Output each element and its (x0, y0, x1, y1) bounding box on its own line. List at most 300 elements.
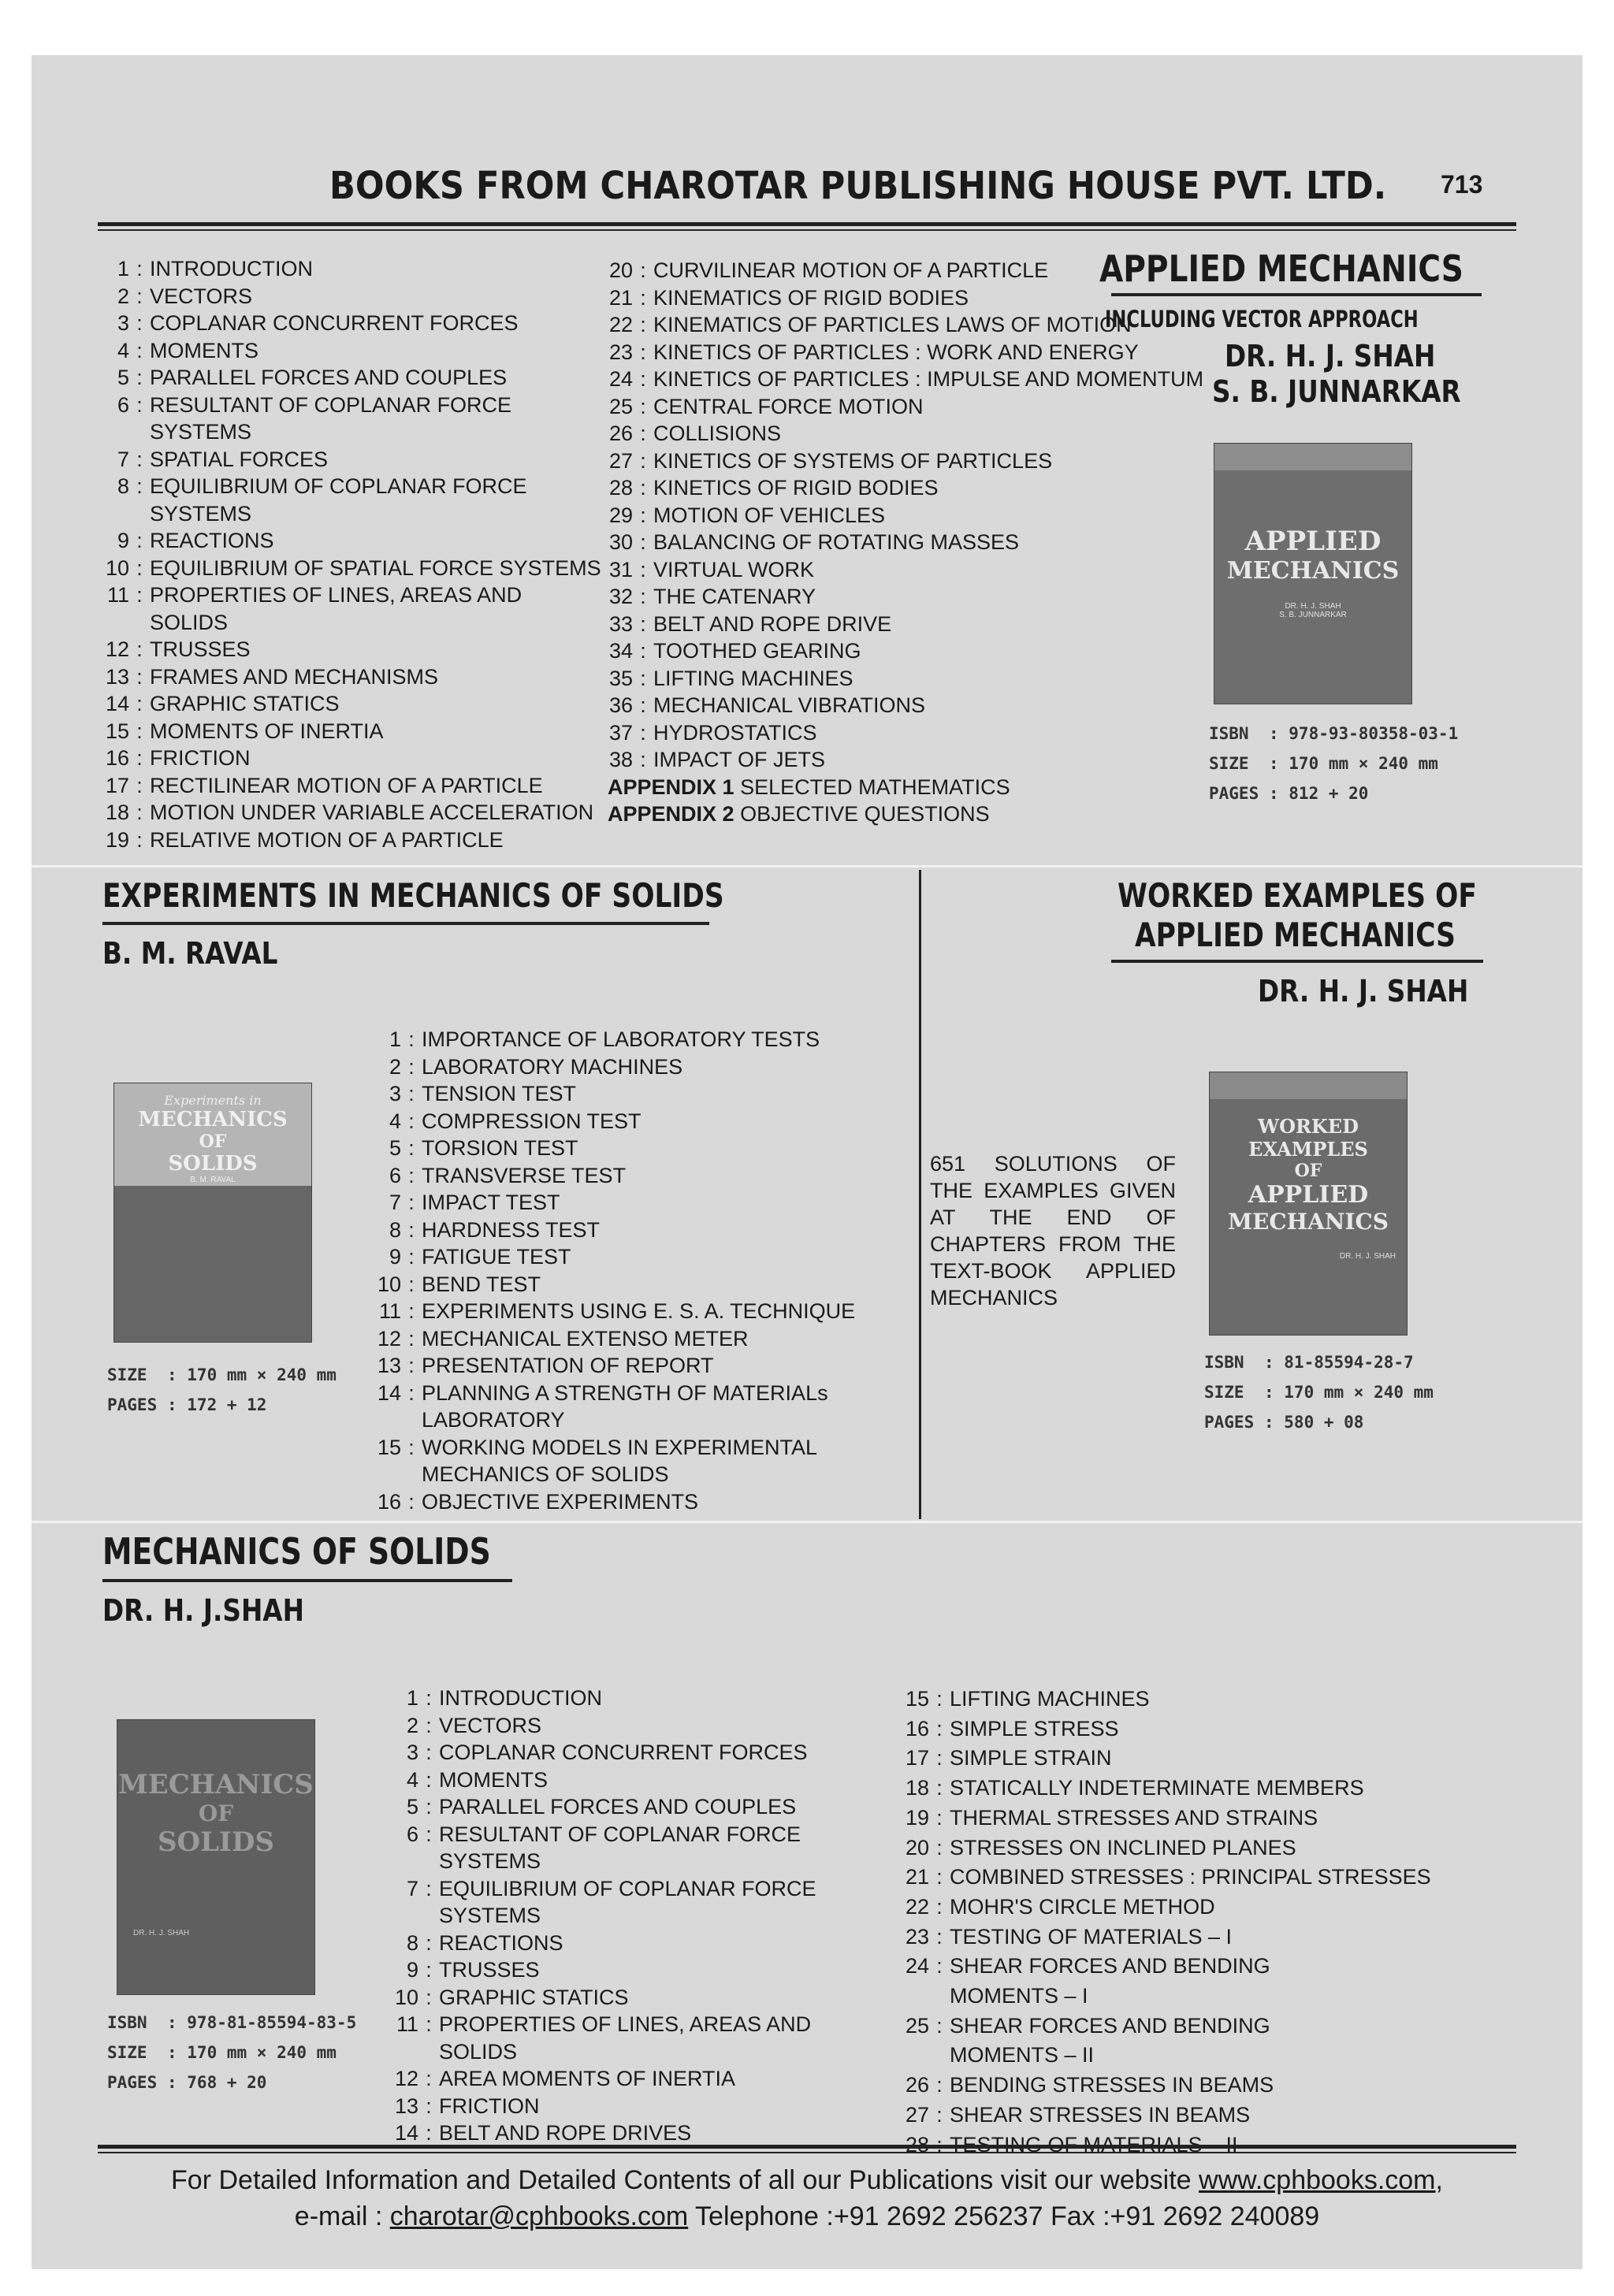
chapter-title: PARALLEL FORCES AND COUPLES (150, 366, 508, 389)
chapter-item (603, 502, 1203, 529)
experiments-cover (113, 1083, 312, 1343)
chapter-item (373, 1080, 855, 1108)
chapter-colon: : (936, 1746, 943, 1770)
mechanics-of-solids-cover-line-2: OF (198, 1800, 234, 1826)
applied-mechanics-cover-line-2: MECHANICS (1226, 557, 1400, 585)
chapter-item (373, 1352, 855, 1380)
chapter-title: VECTORS (150, 284, 253, 308)
chapter-title: FRICTION (150, 746, 251, 770)
appendix-2-label: APPENDIX 2 (608, 802, 734, 826)
chapter-title: LABORATORY MACHINES (422, 1054, 683, 1079)
page-number: 713 (1441, 170, 1483, 199)
worked-examples-meta (1204, 1347, 1434, 1437)
chapter-title: STATICALLY INDETERMINATE MEMBERS (950, 1776, 1364, 1800)
chapter-number: 32 (608, 585, 633, 608)
header-rule (98, 222, 1516, 226)
chapter-item (389, 1767, 816, 1794)
chapter-item (603, 611, 1203, 638)
chapter-number: 13 (377, 1354, 401, 1377)
chapter-item (373, 1406, 855, 1434)
chapter-colon: : (426, 2012, 432, 2036)
chapter-colon: : (136, 583, 143, 607)
chapter-number: 6 (389, 1163, 401, 1187)
chapter-number: 5 (406, 1795, 418, 1819)
chapter-number: 27 (608, 448, 633, 473)
footer-comma: , (1435, 2165, 1443, 2195)
chapter-number: 21 (608, 285, 633, 310)
chapter-number: 35 (608, 666, 633, 690)
chapter-item (603, 529, 1203, 556)
chapter-colon (401, 1406, 422, 1434)
footer-rule-thin (98, 2152, 1516, 2153)
chapter-colon: : (426, 1876, 432, 1900)
chapter-number: 12 (394, 2067, 418, 2090)
chapter-item (373, 1053, 855, 1081)
chapter-title: IMPORTANCE OF LABORATORY TESTS (422, 1027, 820, 1051)
experiments-chapters (373, 1026, 855, 1515)
chapter-item (899, 2101, 1431, 2131)
chapter-title: COLLISIONS (653, 422, 782, 445)
chapter-title: CENTRAL FORCE MOTION (653, 394, 924, 418)
chapter-colon (418, 1902, 439, 1930)
chapter-item (899, 1833, 1431, 1863)
chapter-title: IMPACT OF JETS (653, 748, 826, 771)
chapter-item (373, 1488, 855, 1516)
chapter-item (389, 1739, 816, 1767)
chapter-colon: : (408, 1054, 415, 1079)
chapter-colon: : (936, 1716, 943, 1741)
chapter-colon: : (640, 611, 646, 636)
chapter-item (899, 1685, 1431, 1715)
chapter-number: 8 (117, 474, 129, 498)
chapter-item (603, 692, 1203, 719)
chapter-title: SIMPLE STRAIN (950, 1746, 1112, 1770)
chapter-title: HARDNESS TEST (422, 1217, 601, 1242)
chapter-colon: : (408, 1027, 415, 1051)
chapter-number: 12 (105, 637, 129, 661)
chapter-item (603, 339, 1203, 366)
worked-examples-cover-line-2: EXAMPLES (1248, 1138, 1368, 1161)
chapter-item (102, 446, 601, 474)
chapter-title: BEND TEST (422, 1272, 541, 1296)
chapter-colon: : (426, 1686, 432, 1710)
chapter-number: 10 (377, 1272, 401, 1296)
chapter-number: 11 (378, 1299, 401, 1323)
chapter-colon (418, 2038, 439, 2066)
chapter-item (603, 448, 1203, 475)
chapter-colon: : (408, 1299, 415, 1323)
chapter-item (389, 1930, 816, 1957)
chapter-title: REACTIONS (439, 1930, 563, 1955)
appendix-1-label: APPENDIX 1 (608, 775, 734, 799)
chapter-title: STRESSES ON INCLINED PLANES (950, 1835, 1296, 1859)
mechanics-of-solids-title: MECHANICS OF SOLIDS (102, 1530, 491, 1573)
chapter-colon: : (408, 1191, 415, 1214)
chapter-number: 25 (905, 2013, 929, 2038)
chapter-item (373, 1217, 855, 1244)
chapter-item (102, 310, 601, 337)
chapter-number: 23 (608, 340, 633, 364)
experiments-title: EXPERIMENTS IN MECHANICS OF SOLIDS (102, 876, 724, 915)
chapter-number: 7 (389, 1191, 401, 1214)
chapter-item (899, 1923, 1431, 1952)
chapter-colon: : (136, 257, 143, 280)
chapter-colon: : (640, 448, 646, 473)
chapter-number: 17 (905, 1746, 929, 1770)
chapter-item (102, 255, 601, 283)
chapter-number: 26 (905, 2073, 929, 2097)
chapter-colon: : (640, 422, 646, 445)
chapter-number: 10 (105, 555, 129, 580)
chapter-item (102, 283, 601, 310)
experiments-cover-line-4: SOLIDS (168, 1152, 258, 1176)
chapter-item (373, 1461, 855, 1488)
chapter-item (603, 366, 1203, 393)
chapter-colon: : (136, 719, 143, 743)
chapter-number: 3 (117, 311, 129, 335)
applied-mechanics-author-1: DR. H. J. SHAH (1225, 339, 1436, 373)
chapter-colon: : (408, 1109, 415, 1133)
chapter-title: INTRODUCTION (150, 257, 313, 280)
chapter-item (373, 1189, 855, 1217)
chapter-number: 19 (905, 1805, 929, 1830)
section-divider-2 (32, 1521, 1582, 1523)
chapter-title: EQUILIBRIUM OF COPLANAR FORCE (150, 474, 527, 498)
chapter-number: 14 (377, 1380, 401, 1405)
appendix-2 (603, 801, 1203, 828)
applied-mechanics-title-rule (1111, 293, 1482, 296)
chapter-number: 15 (377, 1435, 401, 1459)
chapter-number: 24 (905, 1954, 929, 1978)
isbn-value: : 978-93-80358-03-1 (1269, 724, 1459, 743)
vertical-divider (919, 870, 921, 1519)
chapter-item (389, 2038, 816, 2066)
chapter-number: 8 (389, 1217, 401, 1242)
chapter-colon: : (136, 746, 143, 770)
mechanics-of-solids-meta (107, 2008, 356, 2097)
chapter-colon: : (136, 311, 143, 335)
footer (32, 2162, 1582, 2235)
chapter-item (899, 2041, 1431, 2071)
chapter-item (899, 1804, 1431, 1833)
email-label: e-mail : (294, 2201, 383, 2231)
chapter-number: 33 (608, 611, 633, 636)
chapter-title: BELT AND ROPE DRIVE (653, 611, 892, 636)
size-label: SIZE (1204, 1383, 1244, 1402)
chapter-number: 5 (117, 366, 129, 389)
pages-label: PAGES (107, 1395, 158, 1414)
chapter-title: MECHANICAL EXTENSO METER (422, 1326, 749, 1350)
chapter-colon: : (426, 2067, 432, 2090)
chapter-number: 9 (389, 1245, 401, 1269)
chapter-colon: : (136, 827, 143, 852)
chapter-number: 37 (608, 720, 633, 745)
chapter-number: 22 (905, 1894, 929, 1919)
chapter-item (102, 473, 601, 500)
chapter-number: 27 (905, 2102, 929, 2127)
chapter-item (899, 1863, 1431, 1893)
chapter-colon: : (136, 284, 143, 308)
worked-examples-description: 651 SOLUTIONS OF THE EXAMPLES GIVEN AT THE END OF CHAPTERS FROM THE TEXT-BOOK APPLIED MECHANICS (930, 1152, 1176, 1310)
chapter-item (603, 420, 1203, 448)
worked-examples-cover-line-4: APPLIED (1248, 1181, 1369, 1209)
chapter-item (102, 581, 601, 609)
chapter-colon (929, 1982, 950, 2012)
chapter-item (603, 637, 1203, 665)
chapter-number: 4 (389, 1109, 401, 1133)
chapter-title: KINETICS OF PARTICLES : WORK AND ENERGY (653, 340, 1139, 364)
mechanics-of-solids-cover (117, 1719, 315, 1995)
chapter-item (389, 2065, 816, 2093)
applied-mechanics-cover (1214, 443, 1412, 704)
chapter-number: 1 (389, 1027, 401, 1051)
chapter-item (389, 1875, 816, 1903)
chapter-number: 5 (389, 1136, 401, 1160)
chapter-title: TRANSVERSE TEST (422, 1163, 627, 1187)
chapter-title: COPLANAR CONCURRENT FORCES (439, 1741, 808, 1764)
chapter-item (102, 827, 601, 854)
chapter-item (102, 745, 601, 772)
chapter-item (389, 2120, 816, 2147)
chapter-colon: : (408, 1163, 415, 1187)
chapter-colon: : (426, 1795, 432, 1819)
experiments-cover-line-3: OF (199, 1131, 227, 1152)
chapter-colon: : (936, 1924, 943, 1949)
chapter-number: 16 (905, 1716, 929, 1741)
chapter-number: 23 (905, 1924, 929, 1949)
footer-text: For Detailed Information and Detailed Contents of all our Publications visit our website (171, 2165, 1192, 2195)
chapter-title: SHEAR FORCES AND BENDING (950, 2013, 1270, 2038)
pages-label: PAGES (1204, 1413, 1255, 1432)
chapter-number: 21 (905, 1865, 929, 1889)
chapter-title: MOMENTS – I (950, 1984, 1088, 2008)
chapter-number: 34 (608, 639, 633, 663)
chapter-item (373, 1380, 855, 1407)
chapter-title: THE CATENARY (653, 585, 816, 608)
chapter-item (389, 1902, 816, 1930)
chapter-title: MOMENTS (439, 1767, 548, 1792)
chapter-number: 1 (117, 257, 129, 280)
appendix-1 (603, 774, 1203, 801)
chapter-title: WORKING MODELS IN EXPERIMENTAL (422, 1435, 818, 1459)
chapter-title: SYSTEMS (439, 1904, 541, 1927)
section-divider-1 (32, 865, 1582, 868)
chapter-number (373, 1461, 401, 1488)
chapter-title: PROPERTIES OF LINES, AREAS AND (150, 583, 523, 607)
chapter-item (603, 393, 1203, 421)
chapter-number: 6 (406, 1822, 418, 1846)
chapter-title: FRAMES AND MECHANISMS (150, 664, 439, 689)
chapter-title: MOMENTS – II (950, 2043, 1095, 2068)
mechanics-of-solids-cover-line-1: MECHANICS (118, 1769, 314, 1800)
chapter-title: CURVILINEAR MOTION OF A PARTICLE (653, 258, 1049, 282)
chapter-title: HYDROSTATICS (653, 720, 817, 745)
chapter-colon: : (936, 2102, 943, 2127)
chapter-number: 9 (117, 529, 129, 552)
chapter-number: 31 (608, 557, 633, 581)
chapter-item (899, 1982, 1431, 2012)
mechanics-of-solids-title-rule (102, 1579, 512, 1582)
chapter-colon: : (936, 2073, 943, 2097)
chapter-colon: : (936, 1865, 943, 1889)
chapter-colon: : (136, 664, 143, 689)
chapter-number: 28 (608, 476, 633, 500)
chapter-number: 22 (608, 313, 633, 336)
size-label: SIZE (107, 2043, 147, 2062)
chapter-number: 10 (394, 1985, 418, 2009)
chapter-number: 11 (106, 583, 129, 607)
chapter-item (603, 474, 1203, 502)
chapter-number: 2 (406, 1713, 418, 1737)
chapter-number: 36 (608, 693, 633, 717)
worked-examples-cover-line-3: OF (1294, 1161, 1322, 1181)
chapter-colon: : (136, 447, 143, 471)
chapter-item (102, 527, 601, 555)
chapter-item (389, 1984, 816, 2012)
chapter-colon: : (640, 557, 646, 581)
chapter-title: SYSTEMS (439, 1849, 541, 1873)
chapter-title: KINETICS OF PARTICLES : IMPULSE AND MOMENTUM (653, 367, 1204, 391)
chapter-colon: : (136, 366, 143, 389)
chapter-title: MOTION UNDER VARIABLE ACCELERATION (150, 801, 594, 824)
pages-value: : 812 + 20 (1269, 784, 1369, 803)
email-link[interactable]: charotar@cphbooks.com (389, 2201, 689, 2231)
worked-examples-cover (1209, 1072, 1408, 1336)
chapter-title: KINEMATICS OF RIGID BODIES (653, 285, 969, 310)
chapter-title: SIMPLE STRESS (950, 1716, 1119, 1741)
chapter-title: REACTIONS (150, 529, 274, 552)
chapter-title: OBJECTIVE EXPERIMENTS (422, 1489, 699, 1514)
mechanics-of-solids-cover-line-3: SOLIDS (157, 1826, 275, 1858)
chapter-item (899, 1893, 1431, 1923)
experiments-title-rule (102, 922, 709, 925)
experiments-cover-line-2: MECHANICS (138, 1108, 288, 1131)
chapter-item (603, 746, 1203, 774)
chapter-number (102, 500, 129, 528)
chapter-number (899, 2041, 929, 2071)
chapter-number (102, 609, 129, 637)
chapter-colon: : (408, 1245, 415, 1269)
chapter-title: AREA MOMENTS OF INERTIA (439, 2067, 736, 2090)
chapter-title: FATIGUE TEST (422, 1245, 571, 1269)
chapter-title: BENDING STRESSES IN BEAMS (950, 2073, 1274, 2097)
chapter-title: TOOTHED GEARING (653, 639, 861, 663)
chapter-title: RESULTANT OF COPLANAR FORCE (150, 392, 512, 417)
applied-mechanics-cover-line-1: APPLIED (1244, 526, 1382, 557)
chapter-colon (418, 1848, 439, 1875)
chapter-item (603, 665, 1203, 693)
chapter-title: VIRTUAL WORK (653, 557, 815, 581)
size-value: : 170 mm × 240 mm (167, 2043, 337, 2062)
chapter-number (899, 1982, 929, 2012)
chapter-title: MECHANICS OF SOLIDS (422, 1462, 669, 1486)
mechanics-of-solids-author: DR. H. J.SHAH (102, 1593, 304, 1628)
chapter-item (373, 1271, 855, 1298)
applied-mechanics-author-2: S. B. JUNNARKAR (1212, 374, 1461, 409)
chapter-colon: : (426, 1985, 432, 2009)
chapter-item (102, 500, 601, 528)
chapter-colon: : (136, 529, 143, 552)
chapter-colon: : (640, 367, 646, 391)
chapter-item (102, 337, 601, 365)
chapter-item (389, 1712, 816, 1740)
chapter-colon: : (640, 585, 646, 608)
chapter-title: PARALLEL FORCES AND COUPLES (439, 1795, 797, 1819)
chapter-colon: : (426, 1822, 432, 1846)
catalogue-page (32, 55, 1582, 2269)
chapter-item (373, 1325, 855, 1353)
chapter-number: 29 (608, 503, 633, 527)
chapter-colon: : (136, 392, 143, 417)
chapter-item (899, 2071, 1431, 2101)
size-value: : 170 mm × 240 mm (167, 1365, 337, 1384)
chapter-number: 24 (608, 367, 633, 391)
chapter-number: 38 (608, 748, 633, 771)
chapter-number: 20 (905, 1835, 929, 1859)
chapter-colon: : (640, 666, 646, 690)
chapter-colon: : (408, 1272, 415, 1296)
chapter-title: TESTING OF MATERIALS – I (950, 1924, 1233, 1949)
chapter-colon (401, 1461, 422, 1488)
chapter-title: THERMAL STRESSES AND STRAINS (950, 1805, 1318, 1830)
chapter-colon: : (408, 1136, 415, 1160)
chapter-item (373, 1243, 855, 1271)
chapter-number: 2 (389, 1054, 401, 1079)
chapter-item (102, 799, 601, 827)
chapter-colon: : (426, 1958, 432, 1982)
chapter-title: BALANCING OF ROTATING MASSES (653, 530, 1020, 554)
size-label: SIZE (107, 1365, 147, 1384)
chapter-colon: : (408, 1354, 415, 1377)
chapter-colon: : (640, 693, 646, 717)
chapter-number: 2 (117, 284, 129, 308)
chapter-colon: : (136, 637, 143, 661)
chapter-title: FRICTION (439, 2094, 540, 2118)
chapter-number: 7 (406, 1876, 418, 1900)
chapter-title: KINEMATICS OF PARTICLES LAWS OF MOTION (653, 313, 1132, 336)
chapter-colon: : (136, 555, 143, 580)
chapter-title: GRAPHIC STATICS (439, 1985, 629, 2009)
chapter-colon: : (640, 476, 646, 500)
chapter-title: EQUILIBRIUM OF SPATIAL FORCE SYSTEMS (150, 555, 601, 580)
size-label: SIZE (1209, 754, 1249, 773)
chapter-colon: : (640, 394, 646, 418)
chapter-number: 20 (608, 258, 633, 282)
chapter-colon: : (640, 720, 646, 745)
mechanics-of-solids-chapters-col1 (389, 1685, 816, 2147)
chapter-colon (929, 2041, 950, 2071)
chapter-colon: : (408, 1489, 415, 1514)
chapter-title: SYSTEMS (150, 501, 252, 526)
chapter-number: 14 (394, 2121, 418, 2145)
chapter-title: COMBINED STRESSES : PRINCIPAL STRESSES (950, 1865, 1431, 1889)
worked-examples-author: DR. H. J. SHAH (1258, 974, 1469, 1009)
pages-label: PAGES (1209, 784, 1259, 803)
isbn-value: : 81-85594-28-7 (1264, 1353, 1414, 1372)
chapter-colon: : (426, 1713, 432, 1737)
chapter-number: 30 (608, 530, 633, 554)
chapter-colon: : (408, 1217, 415, 1242)
chapter-item (899, 1715, 1431, 1744)
chapter-number: 6 (117, 392, 129, 417)
worked-examples-cover-author: DR. H. J. SHAH (1339, 1252, 1396, 1261)
website-link[interactable]: www.cphbooks.com (1199, 2165, 1436, 2195)
chapter-item (389, 2093, 816, 2120)
chapter-title: COPLANAR CONCURRENT FORCES (150, 311, 519, 335)
chapter-number: 3 (406, 1741, 418, 1764)
chapter-title: MECHANICAL VIBRATIONS (653, 693, 926, 717)
chapter-item (102, 609, 601, 637)
